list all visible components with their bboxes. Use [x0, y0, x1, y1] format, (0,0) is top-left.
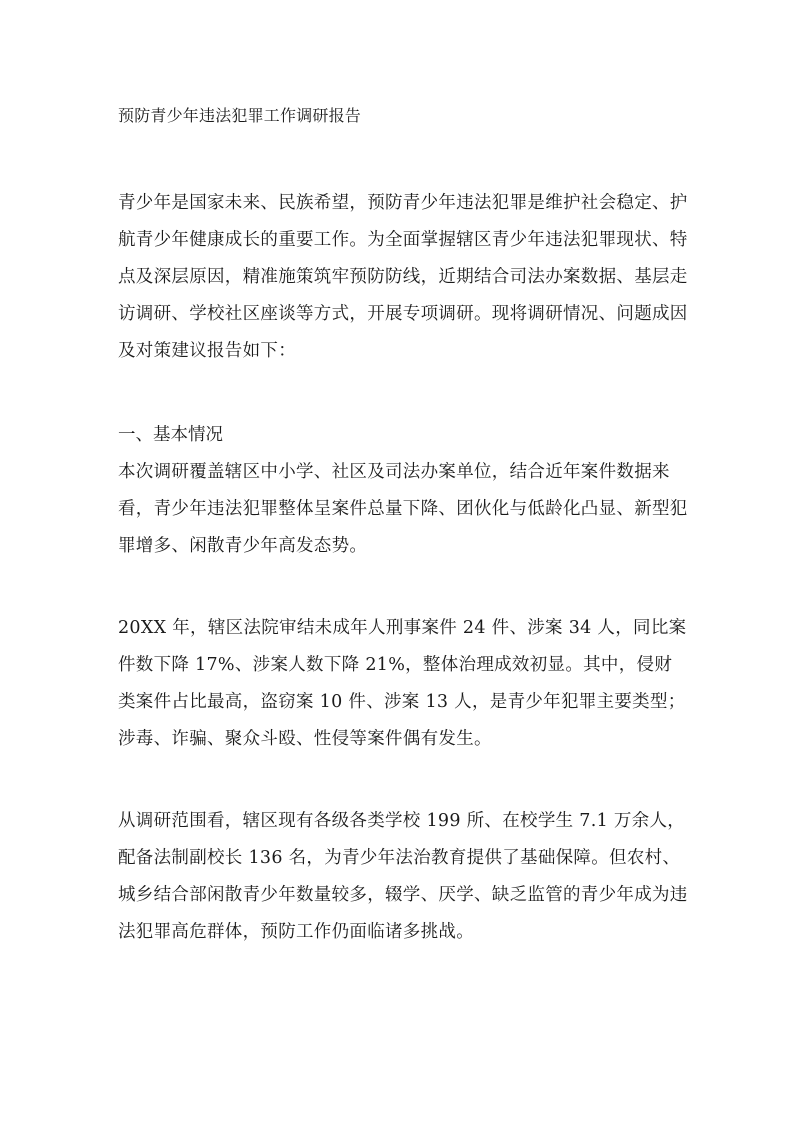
intro-paragraph: 青少年是国家未来、民族希望，预防青少年违法犯罪是维护社会稳定、护航青少年健康成长的重要工作。为全面掌握辖区青少年违法犯罪现状、特点及深层原因，精准施策筑牢预防防线，近期结合司法办案数据、基层走访调研、学校社区座谈等方式，开展专项调研。现将调研情况、问题成因及对策建议报告如下： — [118, 193, 688, 361]
spacer — [118, 758, 688, 803]
section-paragraph: 从调研范围看，辖区现有各级各类学校 199 所、在校学生 7.1 万余人，配备法制副校长 136 名，为青少年法治教育提供了基础保障。但农村、城乡结合部闲散青少年数量较多，辍学、厌学、缺乏监管的青少年成为违法犯罪高危群体，预防工作仍面临诸多挑战。 — [118, 811, 688, 942]
spacer — [118, 131, 688, 185]
section-paragraph: 20XX 年，辖区法院审结未成年人刑事案件 24 件、涉案 34 人，同比案件数下降 17%、涉案人数下降 21%，整体治理成效初显。其中，侵财类案件占比最高，盗窃案 10 件、涉案 13 人，是青少年犯罪主要类型；涉毒、诈骗、聚众斗殴、性侵等案件偶有发生。 — [118, 618, 687, 749]
document-title: 预防青少年违法犯罪工作调研报告 — [118, 106, 362, 125]
document-body — [118, 101, 688, 951]
spacer — [118, 370, 688, 417]
spacer — [118, 565, 688, 610]
section-paragraph: 本次调研覆盖辖区中小学、社区及司法办案单位，结合近年案件数据来看，青少年违法犯罪整体呈案件总量下降、团伙化与低龄化凸显、新型犯罪增多、闲散青少年高发态势。 — [118, 462, 688, 556]
section-heading-basic-situation: 一、基本情况 — [118, 425, 223, 445]
